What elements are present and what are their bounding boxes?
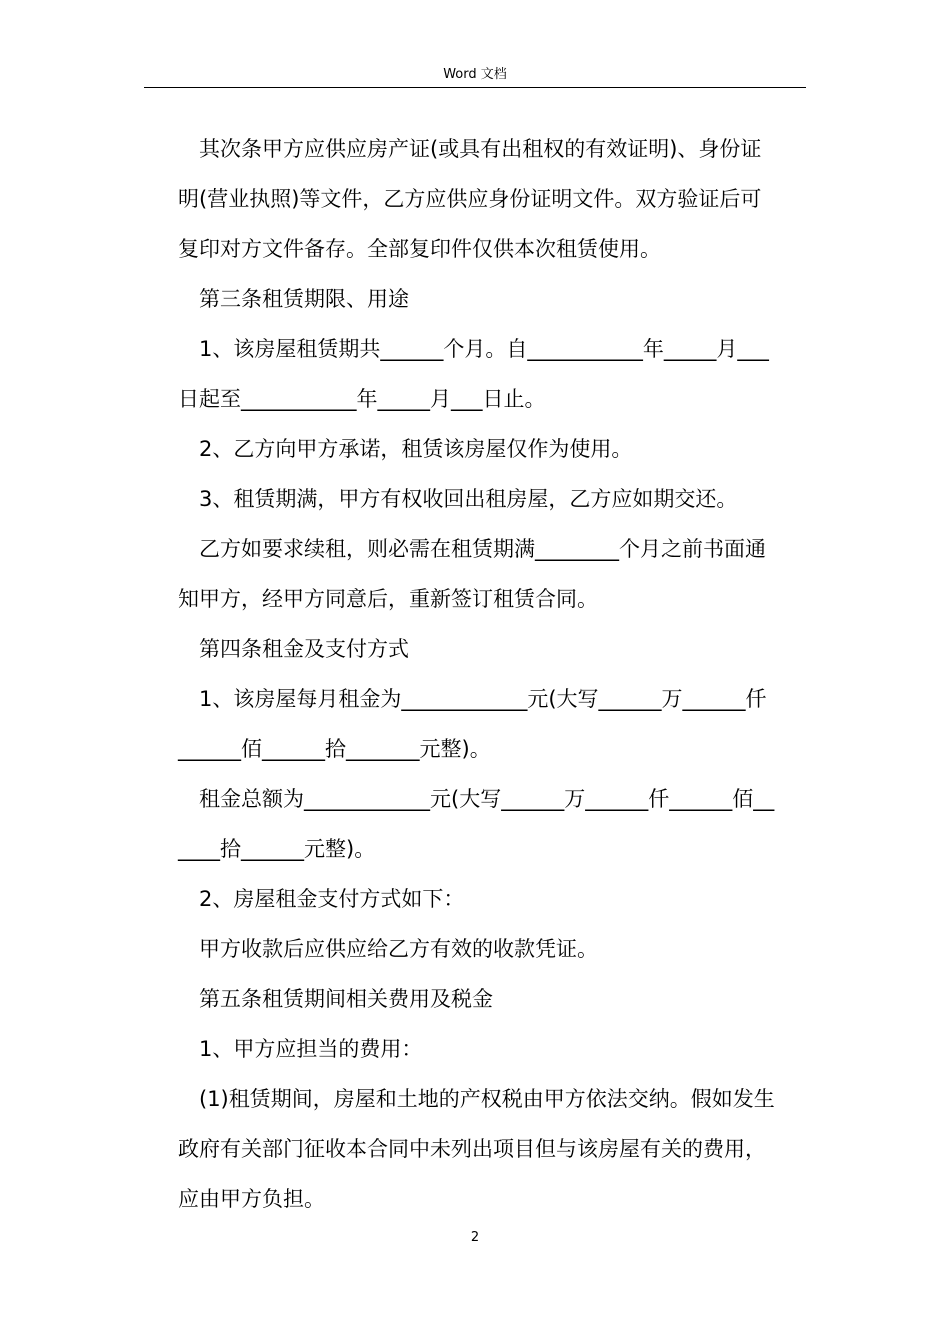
paragraph-line: ____拾______元整)。: [178, 837, 376, 861]
paragraph-line: 3、租赁期满，甲方有权收回出租房屋，乙方应如期交还。: [199, 487, 738, 511]
paragraph-line: 应由甲方负担。: [178, 1187, 325, 1211]
header-divider: [144, 87, 806, 88]
section-heading: 第三条租赁期限、用途: [199, 287, 409, 311]
page-number: 2: [470, 1230, 480, 1245]
paragraph-line: 知甲方，经甲方同意后，重新签订租赁合同。: [178, 587, 598, 611]
paragraph-line: 政府有关部门征收本合同中未列出项目但与该房屋有关的费用，: [178, 1137, 766, 1161]
header-title: Word 文档: [443, 67, 507, 82]
paragraph-line: 其次条甲方应供应房产证(或具有出租权的有效证明)、身份证: [199, 137, 762, 161]
paragraph-line: (1)租赁期间，房屋和土地的产权税由甲方依法交纳。假如发生: [199, 1087, 775, 1111]
paragraph-line: 2、乙方向甲方承诺，租赁该房屋仅作为使用。: [199, 437, 633, 461]
paragraph-line: 租金总额为____________元(大写______万______仟______佰__: [199, 787, 775, 811]
paragraph-line: 2、房屋租金支付方式如下：: [199, 887, 465, 911]
paragraph-line: 1、该房屋每月租金为____________元(大写______万______仟: [199, 687, 767, 711]
paragraph-line: ______佰______拾_______元整)。: [178, 737, 491, 761]
paragraph-line: 1、该房屋租赁期共______个月。自___________年_____月___: [199, 337, 769, 361]
paragraph-line: 复印对方文件备存。全部复印件仅供本次租赁使用。: [178, 237, 661, 261]
paragraph-line: 甲方收款后应供应给乙方有效的收款凭证。: [199, 937, 598, 961]
document-body: [178, 124, 808, 1224]
paragraph-line: 日起至___________年_____月___日止。: [178, 387, 546, 411]
paragraph-line: 明(营业执照)等文件，乙方应供应身份证明文件。双方验证后可: [178, 187, 762, 211]
paragraph-line: 1、甲方应担当的费用：: [199, 1037, 423, 1061]
section-heading: 第五条租赁期间相关费用及税金: [199, 987, 493, 1011]
section-heading: 第四条租金及支付方式: [199, 637, 409, 661]
paragraph-line: 乙方如要求续租，则必需在租赁期满________个月之前书面通: [199, 537, 766, 561]
